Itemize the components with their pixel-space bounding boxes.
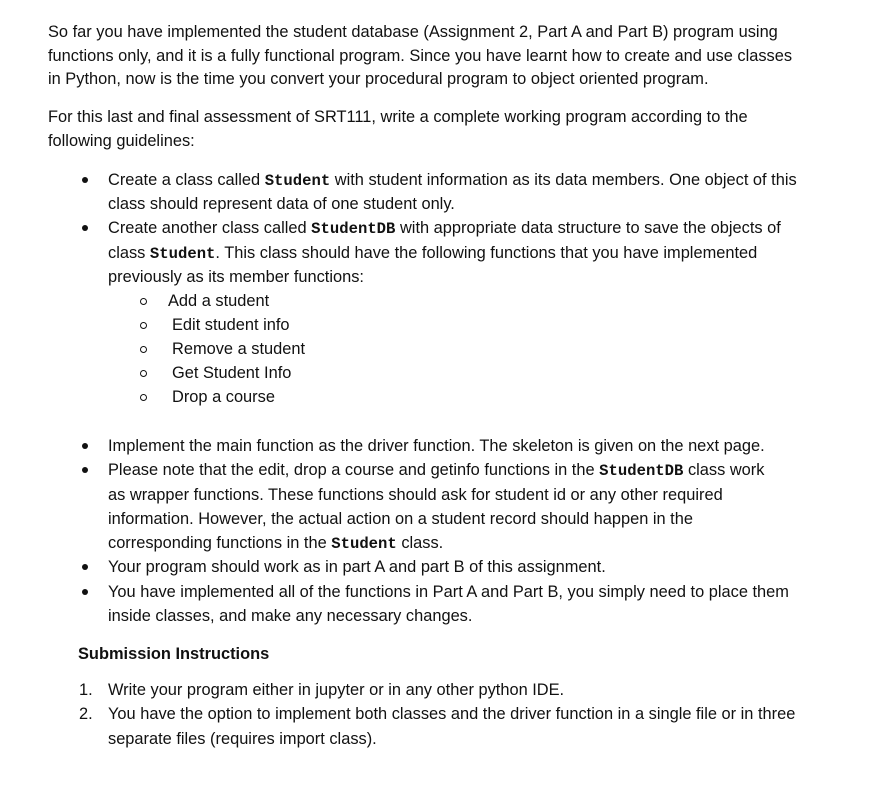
text: class work [683,461,765,479]
bullet-6-line-2: inside classes, and make any necessary changes. [108,607,473,625]
sub-item-remove: Remove a student [172,340,306,358]
text: with appropriate data structure to save the objects of [395,219,781,237]
class-name-studentdb: StudentDB [599,462,684,480]
bullet-dot [82,589,88,595]
bullet-2-line-1 [108,217,781,240]
bullet-5: Your program should work as in part A and part B of this assignment. [108,558,606,576]
sub-item-edit: Edit student info [172,316,290,334]
bullet-dot [82,177,88,183]
bullet-dot [82,443,88,449]
sub-bullet-circle [140,322,147,329]
class-name-studentdb: StudentDB [311,220,396,238]
sub-bullet-circle [140,370,147,377]
sub-item-get-info: Get Student Info [172,364,292,382]
list-number: 2. [79,705,93,723]
sub-item-drop: Drop a course [172,388,275,406]
bullet-1-line-1 [108,169,797,192]
intro-line-2: functions only, and it is a fully functional program. Since you have learnt how to create and use classes [48,47,793,65]
bullet-dot [82,564,88,570]
class-name-student: Student [149,245,216,263]
text: Create a class called [108,171,265,189]
intro-line-3: in Python, now is the time you convert your procedural program to object oriented program. [48,70,709,88]
bullet-4-line-2: as wrapper functions. These functions should ask for student id or any other required [108,486,723,504]
text: class. [396,534,444,552]
bullet-4-line-4 [108,532,443,555]
text: with student information as its data members. One object of this [330,171,797,189]
submission-heading: Submission Instructions [78,645,270,663]
list-number: 1. [79,681,93,699]
sub-bullet-circle [140,394,147,401]
intro-line-1: So far you have implemented the student database (Assignment 2, Part A and Part B) program using [48,23,778,41]
class-name-student: Student [264,172,331,190]
submission-item-2-line-2: separate files (requires import class). [108,730,377,748]
sub-bullet-circle [140,346,147,353]
bullet-2-line-3: previously as its member functions: [108,268,364,286]
sub-item-add: Add a student [168,292,270,310]
guide-line-1: For this last and final assessment of SRT111, write a complete working program according to the [48,108,748,126]
submission-item-1: Write your program either in jupyter or in any other python IDE. [108,681,565,699]
text: corresponding functions in the [108,534,332,552]
bullet-dot [82,225,88,231]
bullet-6-line-1: You have implemented all of the functions in Part A and Part B, you simply need to place them [108,583,789,601]
bullet-4-line-3: information. However, the actual action on a student record should happen in the [108,510,693,528]
bullet-3: Implement the main function as the driver function. The skeleton is given on the next page. [108,437,765,455]
bullet-dot [82,467,88,473]
sub-bullet-circle [140,298,147,305]
bullet-4-line-1 [108,459,764,482]
bullet-2-line-2 [108,242,757,265]
text: class [108,244,150,262]
text: . This class should have the following functions that you have implemented [215,244,758,262]
bullet-1-line-2: class should represent data of one student only. [108,195,455,213]
text: Please note that the edit, drop a course and getinfo functions in the [108,461,600,479]
class-name-student: Student [331,535,397,553]
text: Create another class called [108,219,312,237]
guide-line-2: following guidelines: [48,132,195,150]
submission-item-2-line-1: You have the option to implement both classes and the driver function in a single file or in three [108,705,796,723]
